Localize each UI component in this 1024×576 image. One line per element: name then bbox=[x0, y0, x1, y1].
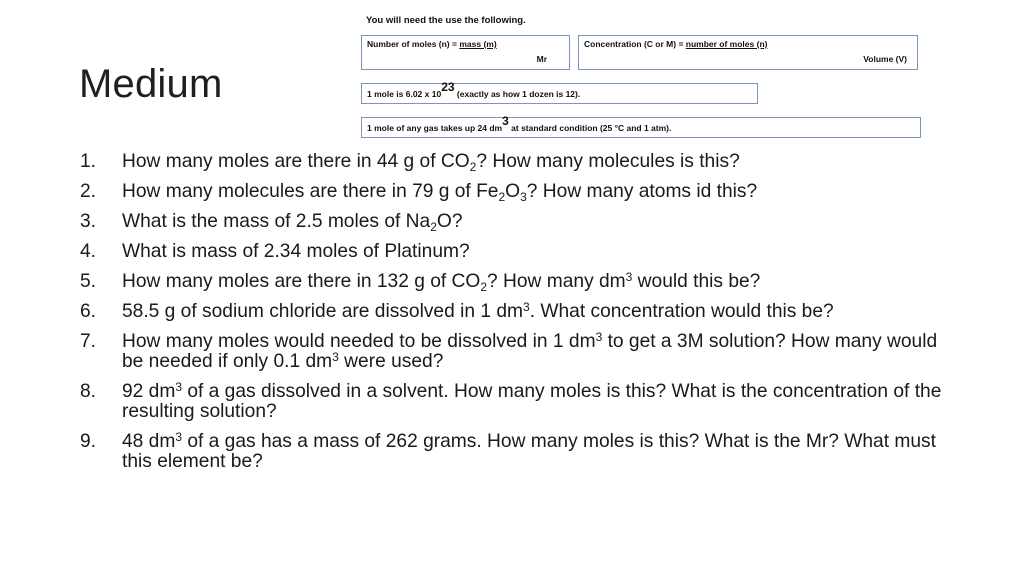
question-text: 58.5 g of sodium chloride are dissolved in 1 dm bbox=[122, 301, 524, 322]
list-number: 9. bbox=[80, 431, 97, 452]
question-list bbox=[77, 152, 957, 482]
moles-formula-numerator-line bbox=[367, 39, 497, 49]
list-item bbox=[77, 332, 957, 372]
concentration-formula-numerator-line bbox=[584, 39, 767, 49]
list-item bbox=[77, 302, 957, 322]
list-number: 7. bbox=[80, 331, 97, 352]
superscript: 3 bbox=[595, 330, 603, 344]
superscript: 3 bbox=[625, 270, 633, 284]
gas-pre: 1 mole of any gas takes up 24 dm bbox=[367, 123, 503, 133]
avogadro-pre: 1 mole is 6.02 x 10 bbox=[367, 89, 442, 99]
question-text: How many moles would needed to be dissolved in 1 dm bbox=[122, 331, 596, 352]
question-text: What is mass of 2.34 moles of Platinum? bbox=[122, 241, 470, 262]
avogadro-post: (exactly as how 1 dozen is 12). bbox=[454, 89, 581, 99]
question-text: ? How many atoms id this? bbox=[526, 181, 758, 202]
gas-exponent: 3 bbox=[502, 114, 509, 128]
list-number: 3. bbox=[80, 211, 97, 232]
gas-post: at standard condition (25 °C and 1 atm). bbox=[508, 123, 672, 133]
question-text: What is the mass of 2.5 moles of Na bbox=[122, 211, 431, 232]
question-text: of a gas dissolved in a solvent. How many moles is this? What is the concentration of the resulting solution? bbox=[122, 381, 942, 422]
moles-formula-box bbox=[361, 35, 570, 70]
avogadro-text bbox=[367, 80, 581, 99]
avogadro-box bbox=[361, 80, 758, 104]
list-number: 4. bbox=[80, 241, 97, 262]
list-number: 2. bbox=[80, 181, 97, 202]
subscript: 2 bbox=[430, 220, 437, 234]
list-item bbox=[77, 152, 957, 172]
question-text: were used? bbox=[338, 351, 444, 372]
concentration-formula-box bbox=[578, 35, 918, 70]
gas-volume-box bbox=[361, 114, 921, 138]
list-number: 1. bbox=[80, 151, 97, 172]
question-text: How many moles are there in 44 g of CO bbox=[122, 151, 470, 172]
subscript: 2 bbox=[469, 160, 477, 174]
question-text: O? bbox=[436, 211, 463, 232]
question-text: ? How many molecules is this? bbox=[476, 151, 740, 172]
list-item bbox=[77, 382, 957, 422]
moles-formula-lhs: Number of moles (n) = bbox=[367, 39, 460, 49]
question-text: 92 dm bbox=[122, 381, 176, 402]
question-text: to get a 3M solution? How many would be needed if only 0.1 dm bbox=[122, 331, 938, 372]
reference-heading: You will need the use the following. bbox=[366, 15, 526, 26]
superscript: 3 bbox=[523, 300, 530, 314]
list-number: 5. bbox=[80, 271, 97, 292]
list-item bbox=[77, 212, 957, 232]
list-item bbox=[77, 272, 957, 292]
question-text: of a gas has a mass of 262 grams. How many moles is this? What is the Mr? What must this element be? bbox=[122, 431, 936, 472]
superscript: 3 bbox=[175, 430, 183, 444]
question-text: How many molecules are there in 79 g of Fe bbox=[122, 181, 499, 202]
list-number: 8. bbox=[80, 381, 97, 402]
moles-formula-numerator: mass (m) bbox=[459, 39, 497, 49]
moles-formula-denominator: Mr bbox=[536, 54, 547, 64]
list-item bbox=[77, 432, 957, 472]
avogadro-exponent: 23 bbox=[441, 80, 455, 94]
list-item bbox=[77, 182, 957, 202]
gas-volume-text bbox=[367, 114, 672, 133]
subscript: 2 bbox=[498, 190, 506, 204]
question-text: ? How many dm bbox=[487, 271, 626, 292]
list-number: 6. bbox=[80, 301, 97, 322]
concentration-formula-lhs: Concentration (C or M) = bbox=[584, 39, 686, 49]
question-text: O bbox=[505, 181, 521, 202]
superscript: 3 bbox=[175, 380, 183, 394]
list-item bbox=[77, 242, 957, 262]
slide-title: Medium bbox=[79, 62, 223, 106]
subscript: 2 bbox=[480, 280, 488, 294]
concentration-formula-denominator: Volume (V) bbox=[863, 54, 907, 64]
question-text: How many moles are there in 132 g of CO bbox=[122, 271, 481, 292]
question-text: . What concentration would this be? bbox=[529, 301, 834, 322]
subscript: 3 bbox=[520, 190, 527, 204]
question-text: would this be? bbox=[632, 271, 761, 292]
concentration-formula-numerator: number of moles (n) bbox=[685, 39, 768, 49]
superscript: 3 bbox=[332, 350, 339, 364]
question-text: 48 dm bbox=[122, 431, 176, 452]
